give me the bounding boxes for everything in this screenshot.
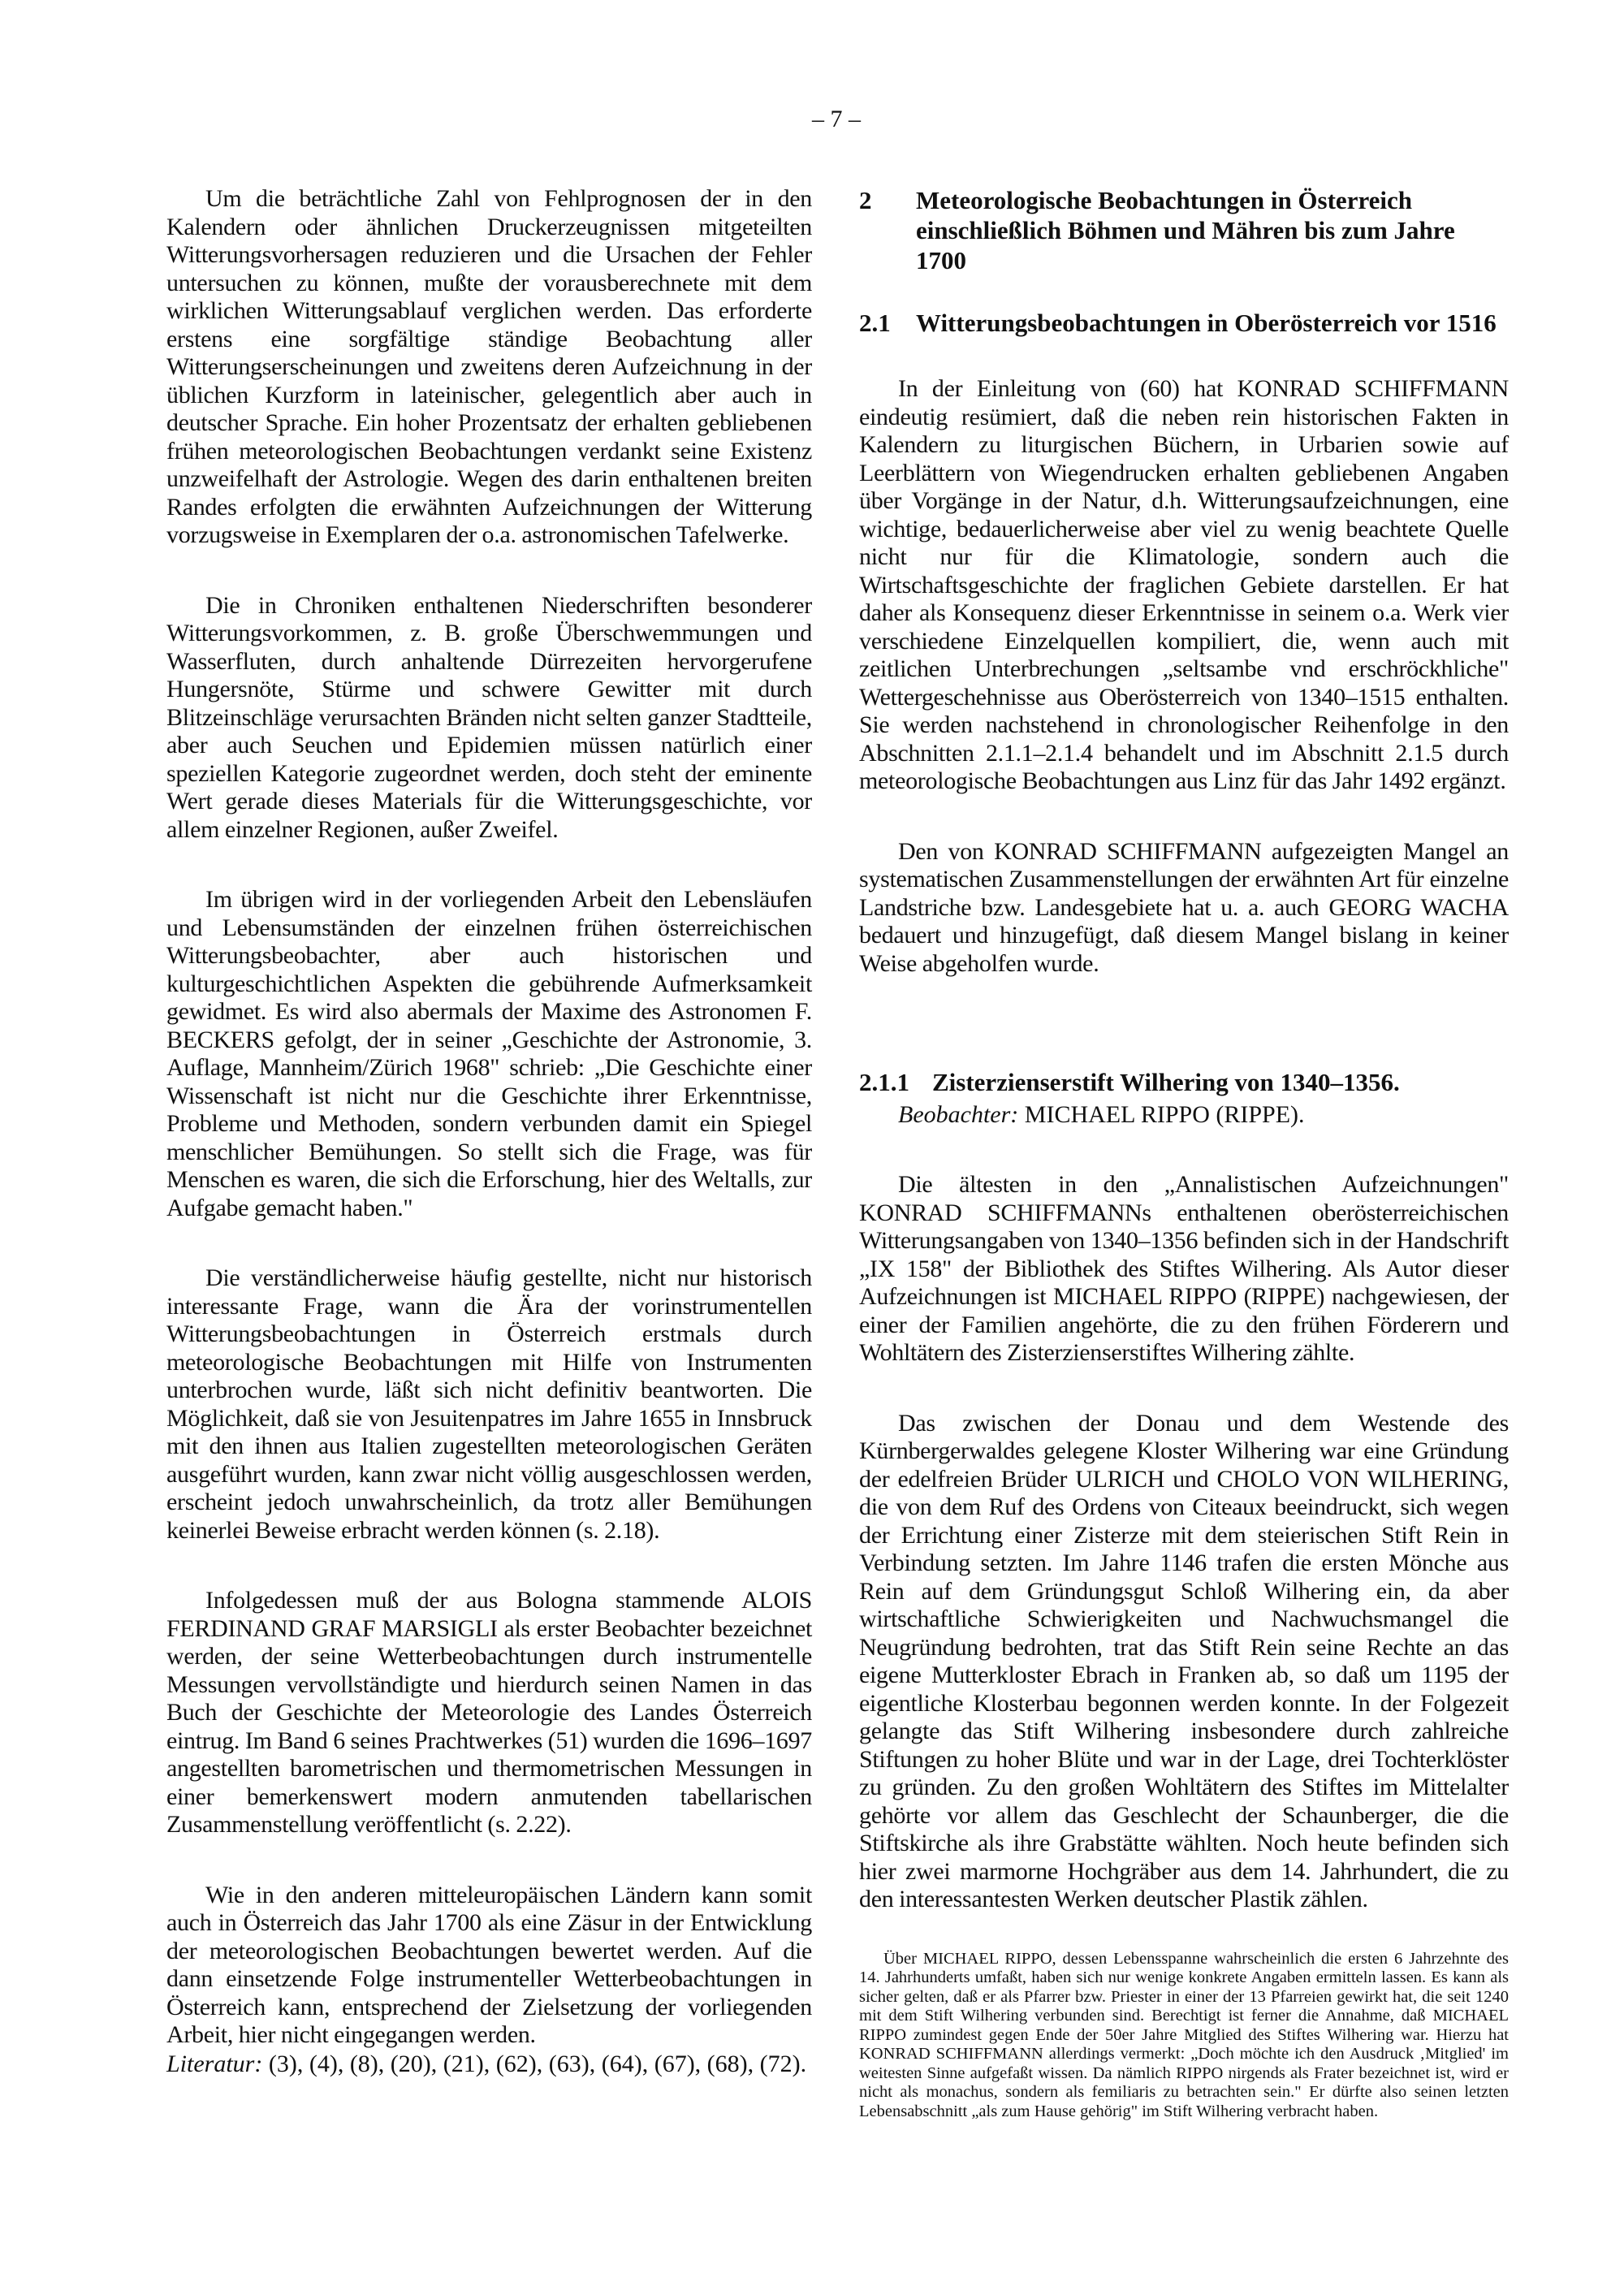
subsection-number: 2.1.1	[859, 1068, 909, 1096]
left-column	[166, 185, 812, 2078]
section-heading	[859, 308, 1509, 338]
literature-refs: (3), (4), (8), (20), (21), (62), (63), (64), (67), (68), (72).	[268, 2050, 807, 2077]
chapter-title: Meteorologische Beobachtungen in Österreich einschließlich Böhmen und Mähren bis zum Jahre 1700	[916, 186, 1455, 274]
page-number: – 7 –	[812, 106, 861, 132]
observer-name: MICHAEL RIPPO (RIPPE).	[1024, 1101, 1305, 1128]
paragraph: Das zwischen der Donau und dem Westende des Kürnbergerwaldes gelegene Kloster Wilhering war eine Gründung der edelfreien Brüder ULRICH und CHOLO VON WILHERING, die von dem Ruf des Ordens von Citeaux beeindruckt, sich wegen der Errichtung einer Zisterze mit dem steierischen Stift Rein in Verbindung setzten. Im Jahre 1146 trafen die ersten Mönche aus Rein auf dem Gründungsgut Schloß Wilhering ein, da aber wirtschaftliche Schwierigkeiten und Nachwuchsmangel die Neugründung bedrohten, trat das Stift Rein seine Rechte an das eigene Mutterkloster Ebrach in Franken ab, so daß um 1195 der eigentliche Klosterbau begonnen werden konnte. In der Folgezeit gelangte das Stift Wilhering insbesondere durch zahlreiche Stiftungen zu hoher Blüte und war in der Lage, drei Tochterklöster zu gründen. Zu den großen Wohltätern des Stiftes im Mittelalter gehörte vor allem das Geschlecht der Schaunberger, die die Stiftskirche als ihre Grabstätte wählten. Noch heute befinden sich hier zwei marmorne Hochgräber aus dem 14. Jahrhundert, die zu den interessantesten Werken deutscher Plastik zählen.	[859, 1409, 1509, 1912]
paragraph: Infolgedessen muß der aus Bologna stammende ALOIS FERDINAND GRAF MARSIGLI als erster Beobachter bezeichnet werden, der seine Wetterbeobachtungen durch instrumentelle Messungen vervollständigte und hierdurch seinen Namen in das Buch der Geschichte der Meteorologie des Landes Österreich eintrug. Im Band 6 seines Prachtwerkes (51) wurden die 1696–1697 angestellten barometrischen und thermometrischen Messungen in einer bemerkenswert modern anmutenden tabellarischen Zusammenstellung veröffentlicht (s. 2.22).	[166, 1587, 812, 1838]
literature-label: Literatur:	[166, 2050, 263, 2077]
paragraph: In der Einleitung von (60) hat KONRAD SCHIFFMANN eindeutig resümiert, daß die neben rein historischen Fakten in Kalendern zu liturgischen Büchern, in Urbarien sowie auf Leerblättern von Wiegendrucken erhalten gebliebenen Angaben über Vorgänge in der Natur, d.h. Witterungsaufzeichnungen, eine wichtige, bedauerlicherweise aber viel zu wenig beachtete Quelle nicht nur für die Klimatologie, sondern auch die Wirtschaftsgeschichte der fraglichen Gebiete darstellen. Er hat daher als Konsequenz dieser Erkenntnisse in seinem o.a. Werk vier verschiedene Einzelquellen kompiliert, die, wenn auch mit zeitlichen Unterbrechungen „seltsambe vnd erschröckhliche" Wettergeschehnisse aus Oberösterreich von 1340–1515 enthalten. Sie werden nachstehend in chronologischer Reihenfolge in den Abschnitten 2.1.1–2.1.4 behandelt und im Abschnitt 2.1.5 durch meteorologische Beobachtungen aus Linz für das Jahr 1492 ergänzt.	[859, 375, 1509, 794]
paragraph: Um die beträchtliche Zahl von Fehlprognosen der in den Kalendern oder ähnlichen Druckerzeugnissen mitgeteilten Witterungsvorhersagen reduzieren und die Ursachen der Fehler untersuchen zu können, mußte der vorausberechnete mit dem wirklichen Witterungsablauf verglichen werden. Das erforderte erstens eine sorgfältige ständige Beobachtung aller Witterungserscheinungen und zweitens deren Aufzeichnung in der üblichen Kurzform in lateinischer, gelegentlich aber auch in deutscher Sprache. Ein hoher Prozentsatz der erhalten gebliebenen frühen meteorologischen Beobachtungen verdankt seine Existenz unzweifelhaft der Astrologie. Wegen des darin enthaltenen breiten Randes erfolgten die erwähnten Aufzeichnungen der Witterung vorzugsweise in Exemplaren der o.a. astronomischen Tafelwerke.	[166, 185, 812, 548]
observer-line	[859, 1100, 1509, 1129]
paragraph: Die in Chroniken enthaltenen Niederschriften besonderer Witterungsvorkommen, z. B. große Überschwemmungen und Wasserfluten, durch anhaltende Dürrezeiten hervorgerufene Hungersnöte, Stürme und schwere Gewitter mit durch Blitzeinschläge verursachten Bränden nicht selten ganzer Stadtteile, aber auch Seuchen und Epidemien müssen natürlich einer speziellen Kategorie zugeordnet werden, doch steht der eminente Wert gerade dieses Materials für die Witterungsgeschichte, vor allem einzelner Regionen, außer Zweifel.	[166, 591, 812, 843]
section-title: Witterungsbeobachtungen in Oberösterreich vor 1516	[916, 309, 1497, 337]
paragraph: Den von KONRAD SCHIFFMANN aufgezeigten Mangel an systematischen Zusammenstellungen der erwähnten Art für einzelne Landstriche bzw. Landesgebiete hat u. a. auch GEORG WACHA bedauert und hinzugefügt, daß diesem Mangel bislang in keiner Weise abgeholfen wurde.	[859, 837, 1509, 977]
paragraph: Wie in den anderen mitteleuropäischen Ländern kann somit auch in Österreich das Jahr 1700 als eine Zäsur in der Entwicklung der meteorologischen Beobachtungen bewertet werden. Auf die dann einsetzende Folge instrumenteller Wetterbeobachtungen in Österreich kann, entsprechend der Zielsetzung der vorliegenden Arbeit, hier nicht eingegangen werden.	[166, 1881, 812, 2048]
subsection-title: Zisterzienserstift Wilhering von 1340–1356.	[932, 1068, 1400, 1096]
section-number: 2.1	[859, 309, 891, 337]
subsection-heading	[859, 1067, 1509, 1129]
literature-line	[166, 2050, 812, 2078]
observer-label: Beobachter:	[898, 1101, 1019, 1128]
chapter-number: 2	[859, 186, 872, 214]
right-column	[859, 185, 1509, 2121]
paragraph: Die ältesten in den „Annalistischen Aufzeichnungen" KONRAD SCHIFFMANNs enthaltenen oberösterreichischen Witterungsangaben von 1340–1356 befinden sich in der Handschrift „IX 158" der Bibliothek des Stiftes Wilhering. Als Autor dieser Aufzeichnungen ist MICHAEL RIPPO (RIPPE) nachgewiesen, der einer der Familien angehörte, die zu den frühen Förderern und Wohltätern des Zisterzienserstiftes Wilhering zählte.	[859, 1171, 1509, 1366]
footnote: Über MICHAEL RIPPO, dessen Lebensspanne wahrscheinlich die ersten 6 Jahrzehnte des 14. Jahrhunderts umfaßt, haben sich nur wenige konkrete Angaben ermitteln lassen. Es kann als sicher gelten, daß er als Pfarrer bzw. Priester in einer der 13 Pfarreien gewirkt hat, die seit 1240 mit dem Stift Wilhering verbunden sind. Berechtigt ist ferner die Annahme, daß MICHAEL RIPPO zumindest gegen Ende der 50er Jahre Mitglied des Stiftes Wilhering war. Hierzu hat KONRAD SCHIFFMANN allerdings vermerkt: „Doch möchte ich den Ausdruck ‚Mitglied' im weitesten Sinne aufgefaßt wissen. Da nämlich RIPPO nirgends als Frater bezeichnet ist, wird er nicht als monachus, sondern als femiliaris zu betrachten sein." Er dürfte also seinen letzten Lebensabschnitt „als zum Hause gehörig" im Stift Wilhering verbracht haben.	[859, 1949, 1509, 2120]
paragraph: Die verständlicherweise häufig gestellte, nicht nur historisch interessante Frage, wann die Ära der vorinstrumentellen Witterungsbeobachtungen in Österreich erstmals durch meteorologische Beobachtungen mit Hilfe von Instrumenten unterbrochen wurde, läßt sich nicht definitiv beantworten. Die Möglichkeit, daß sie von Jesuitenpatres im Jahre 1655 in Innsbruck mit den ihnen aus Italien zugestellten meteorologischen Geräten ausgeführt wurden, kann zwar nicht völlig ausgeschlossen werden, erscheint jedoch unwahrscheinlich, da trotz aller Bemühungen keinerlei Beweise erbracht werden können (s. 2.18).	[166, 1264, 812, 1544]
chapter-heading	[859, 185, 1509, 275]
paragraph: Im übrigen wird in der vorliegenden Arbeit den Lebensläufen und Lebensumständen der einzelnen frühen österreichischen Witterungsbeobachter, aber auch historischen und kulturgeschichtlichen Aspekten die gebührende Aufmerksamkeit gewidmet. Es wird also abermals der Maxime des Astronomen F. BECKERS gefolgt, der in seiner „Geschichte der Astronomie, 3. Auflage, Mannheim/Zürich 1968" schrieb: „Die Geschichte einer Wissenschaft ist nicht nur die Geschichte ihrer Erkenntnisse, Probleme und Methoden, sondern verbunden damit ein Spiegel menschlicher Bemühungen. So stellt sich die Frage, was für Menschen es waren, die sich die Erforschung, hier des Weltalls, zur Aufgabe gemacht haben."	[166, 886, 812, 1221]
